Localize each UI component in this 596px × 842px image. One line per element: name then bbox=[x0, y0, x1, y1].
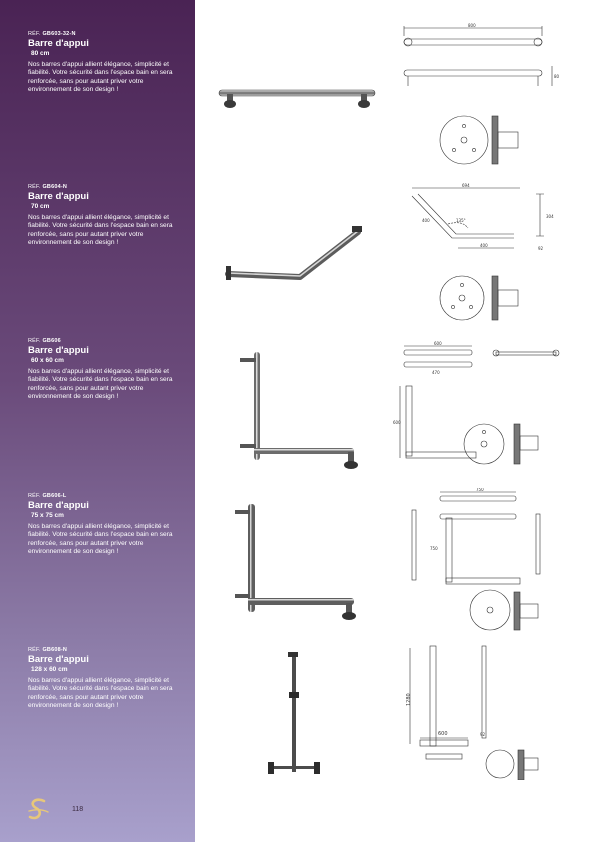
product-gb606 bbox=[28, 338, 188, 402]
product-size: 75 x 75 cm bbox=[31, 512, 64, 519]
product-gb604 bbox=[28, 184, 188, 248]
technical-drawing-gb606 bbox=[392, 340, 572, 480]
product-size: 70 cm bbox=[31, 203, 50, 210]
product-photo-gb604 bbox=[222, 222, 372, 292]
technical-drawing-gb604 bbox=[392, 180, 562, 330]
product-ref: RÉF. GB606-L bbox=[28, 493, 67, 499]
product-photo-gb606-l bbox=[230, 500, 365, 625]
technical-drawing-gb608 bbox=[402, 640, 562, 780]
product-description: Nos barres d'appui allient élégance, simplicité et fiabilité. Votre sécurité dans l'espace bain en sera renforcée, sans pour autant priver votre environnement de son design ! bbox=[28, 214, 173, 247]
product-size: 128 x 60 cm bbox=[31, 666, 68, 673]
product-photo-gb603 bbox=[215, 80, 380, 110]
product-description: Nos barres d'appui allient élégance, simplicité et fiabilité. Votre sécurité dans l'espace bain en sera renforcée, sans pour autant priver votre environnement de son design ! bbox=[28, 61, 173, 94]
product-description: Nos barres d'appui allient élégance, simplicité et fiabilité. Votre sécurité dans l'espace bain en sera renforcée, sans pour autant priver votre environnement de son design ! bbox=[28, 368, 173, 401]
brand-logo bbox=[26, 797, 50, 823]
sidebar bbox=[0, 0, 195, 842]
product-name: Barre d'appui bbox=[28, 654, 89, 665]
dimension-top: 694 bbox=[462, 183, 470, 188]
dimension-side: 750 bbox=[430, 546, 438, 551]
dimension-diagonal: 400 bbox=[422, 218, 430, 223]
product-description: Nos barres d'appui allient élégance, simplicité et fiabilité. Votre sécurité dans l'espace bain en sera renforcée, sans pour autant priver votre environnement de son design ! bbox=[28, 677, 173, 710]
product-photo-gb608 bbox=[262, 648, 322, 780]
product-name: Barre d'appui bbox=[28, 345, 89, 356]
product-gb603 bbox=[28, 31, 188, 95]
dimension-depth: 92 bbox=[480, 732, 486, 737]
product-ref: RÉF. GB606 bbox=[28, 338, 61, 344]
dimension-side: 600 bbox=[393, 420, 401, 425]
product-description: Nos barres d'appui allient élégance, simplicité et fiabilité. Votre sécurité dans l'espace bain en sera renforcée, sans pour autant priver votre environnement de son design ! bbox=[28, 523, 173, 556]
product-gb606-l bbox=[28, 493, 188, 557]
technical-drawing-gb606-l bbox=[400, 488, 560, 638]
product-gb608 bbox=[28, 647, 188, 711]
dimension-length: 800 bbox=[468, 23, 476, 28]
product-size: 80 cm bbox=[31, 50, 50, 57]
dimension-base: 92 bbox=[538, 246, 544, 251]
product-ref: RÉF. GB604-N bbox=[28, 184, 68, 190]
page-number: 118 bbox=[72, 806, 84, 813]
product-photo-gb606 bbox=[230, 348, 365, 473]
product-ref: RÉF. GB608-N bbox=[28, 647, 68, 653]
dimension-height: 80 bbox=[554, 74, 560, 79]
dimension-mid: 470 bbox=[432, 370, 440, 375]
dimension-side: 304 bbox=[546, 214, 554, 219]
dimension-height: 1280 bbox=[406, 693, 412, 706]
dimension-top: 600 bbox=[434, 341, 442, 346]
product-size: 60 x 60 cm bbox=[31, 357, 64, 364]
dimension-angle: 135° bbox=[456, 218, 466, 223]
dimension-bottom: 400 bbox=[480, 243, 488, 248]
product-ref: RÉF. GB603-32-N bbox=[28, 31, 76, 37]
dimension-top: 750 bbox=[476, 488, 484, 492]
product-name: Barre d'appui bbox=[28, 38, 89, 49]
product-name: Barre d'appui bbox=[28, 191, 89, 202]
dimension-width: 600 bbox=[438, 731, 448, 737]
product-name: Barre d'appui bbox=[28, 500, 89, 511]
technical-drawing-gb603 bbox=[392, 22, 562, 172]
